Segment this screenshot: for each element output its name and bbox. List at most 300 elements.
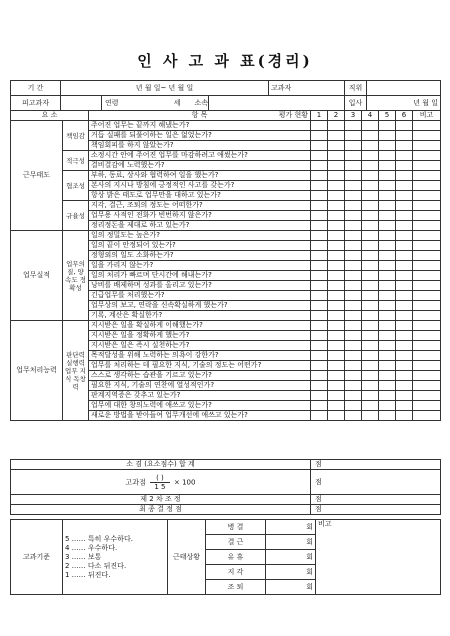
score-cell[interactable] (362, 261, 379, 271)
attendance-type: 지 각 (206, 565, 266, 580)
score-cell[interactable] (362, 331, 379, 341)
score-cell[interactable] (362, 211, 379, 221)
remark-cell[interactable] (413, 201, 441, 211)
remark-cell[interactable] (413, 351, 441, 361)
score-cell[interactable] (345, 241, 362, 251)
attendance-remark[interactable]: 비고 (316, 520, 441, 595)
score-cell[interactable] (311, 281, 328, 291)
page-title: 인 사 고 과 표(경리) (137, 52, 313, 70)
score-cell[interactable] (396, 341, 413, 351)
score-cell[interactable] (328, 161, 345, 171)
score-cell[interactable] (328, 251, 345, 261)
score-cell[interactable] (362, 311, 379, 321)
score-cell[interactable] (311, 271, 328, 281)
remark-cell[interactable] (413, 381, 441, 391)
attendance-type: 병 결 (206, 520, 266, 535)
criteria-line: 5 …… 특히 우수하다. (65, 534, 133, 543)
score-cell[interactable] (345, 221, 362, 231)
score-cell[interactable] (379, 161, 396, 171)
score-cell[interactable] (362, 351, 379, 361)
period-value[interactable]: 년 월 일~ 년 월 일 (61, 81, 269, 96)
dept-value[interactable] (209, 96, 345, 111)
remark-header: 비고 (413, 111, 441, 121)
item-text: 판계지역증은 갖추고 있는가? (89, 391, 311, 401)
score-cell[interactable] (379, 401, 396, 411)
score-cell[interactable] (396, 361, 413, 371)
score-cell[interactable] (396, 221, 413, 231)
score-cell[interactable] (345, 341, 362, 351)
score-cell[interactable] (311, 131, 328, 141)
table-row (11, 171, 441, 181)
attendance-type: 결 근 (206, 535, 266, 550)
score-cell[interactable] (311, 401, 328, 411)
score-cell[interactable] (311, 261, 328, 271)
score-cell[interactable] (396, 371, 413, 381)
score-cell[interactable] (311, 141, 328, 151)
score-cell[interactable] (379, 411, 396, 421)
score-cell[interactable] (311, 411, 328, 421)
score-header: 4 (362, 111, 379, 121)
score-cell[interactable] (311, 371, 328, 381)
score-cell[interactable] (379, 291, 396, 301)
item-text: 업무상의 보고, 연락을 신속확실하게 했는가? (89, 301, 311, 311)
item-text: 업무를 처리하는 데 필요한 지식, 기술의 정도는 어떤가? (89, 361, 311, 371)
item-text: 지각, 결근, 조퇴의 정도는 어떠한가? (89, 201, 311, 211)
item-text: 소정시간 안에 주어진 업무를 마감하려고 애썼는가? (89, 151, 311, 161)
score-cell[interactable] (396, 171, 413, 181)
score-cell[interactable] (396, 261, 413, 271)
score-cell[interactable] (362, 281, 379, 291)
score-cell[interactable] (379, 211, 396, 221)
score-cell[interactable] (328, 241, 345, 251)
join-value[interactable]: 년 월 일 (367, 96, 441, 111)
attendance-count[interactable]: 회 (266, 550, 316, 565)
score-cell[interactable] (362, 121, 379, 131)
score-cell[interactable] (362, 241, 379, 251)
attendance-count[interactable]: 회 (266, 580, 316, 595)
remark-cell[interactable] (413, 161, 441, 171)
fraction-denominator: 1 5 (154, 482, 166, 491)
second-adjust-label: 제 2 차 조 정 (11, 495, 311, 505)
criteria-line: 1 …… 뒤진다. (65, 570, 111, 579)
score-cell[interactable] (328, 331, 345, 341)
remark-cell[interactable] (413, 281, 441, 291)
point-unit: 점 (315, 505, 322, 513)
score-cell[interactable] (328, 171, 345, 181)
score-cell[interactable] (396, 251, 413, 261)
score-cell[interactable] (379, 301, 396, 311)
score-cell[interactable] (345, 271, 362, 281)
point-unit: 점 (315, 477, 322, 486)
score-cell[interactable] (379, 241, 396, 251)
score-cell[interactable] (345, 291, 362, 301)
score-cell[interactable] (362, 291, 379, 301)
score-header: 5 (379, 111, 396, 121)
point-unit: 점 (315, 460, 322, 468)
score-cell[interactable] (362, 141, 379, 151)
remark-cell[interactable] (413, 271, 441, 281)
criteria-attendance-table (10, 519, 441, 595)
score-cell[interactable] (328, 401, 345, 411)
remark-cell[interactable] (413, 251, 441, 261)
final-label: 최 종 결 정 점 (11, 505, 311, 515)
score-cell[interactable] (345, 401, 362, 411)
score-cell[interactable] (328, 281, 345, 291)
group-name: 책임감 (63, 121, 89, 151)
score-cell[interactable] (362, 161, 379, 171)
score-cell[interactable] (362, 361, 379, 371)
score-cell[interactable] (328, 391, 345, 401)
score-cell[interactable] (345, 281, 362, 291)
score-header: 3 (345, 111, 362, 121)
score-cell[interactable] (362, 201, 379, 211)
group-name: 업무의 질, 양 속도 정확성 (63, 231, 89, 321)
score-cell[interactable] (311, 241, 328, 251)
remark-cell[interactable] (413, 371, 441, 381)
score-cell[interactable] (345, 191, 362, 201)
item-text: 낭비를 배제하며 성과를 올리고 있는가? (89, 281, 311, 291)
score-cell[interactable] (311, 351, 328, 361)
score-cell[interactable] (379, 181, 396, 191)
item-text: 필요한 지식, 기술의 연찬에 열성적인가? (89, 381, 311, 391)
score-cell[interactable] (345, 231, 362, 241)
attendance-count[interactable]: 회 (266, 565, 316, 580)
score-cell[interactable] (396, 191, 413, 201)
score-cell[interactable] (379, 141, 396, 151)
score-header: 1 (311, 111, 328, 121)
score-cell[interactable] (311, 341, 328, 351)
score-cell[interactable] (328, 121, 345, 131)
score-cell[interactable] (379, 271, 396, 281)
score-cell[interactable] (379, 131, 396, 141)
item-text: 본사의 지시나 방침에 긍정적인 사고를 갖는가? (89, 181, 311, 191)
criteria-line: 2 …… 다소 뒤진다. (65, 561, 127, 570)
evaluation-table (10, 110, 441, 421)
score-cell[interactable] (311, 221, 328, 231)
score-cell[interactable] (396, 141, 413, 151)
score-cell[interactable] (345, 151, 362, 161)
score-cell[interactable] (328, 371, 345, 381)
score-cell[interactable] (328, 351, 345, 361)
score-cell[interactable] (345, 361, 362, 371)
score-cell[interactable] (396, 181, 413, 191)
score-cell[interactable] (396, 311, 413, 321)
score-cell[interactable] (379, 311, 396, 321)
score-cell[interactable] (311, 211, 328, 221)
score-cell[interactable] (379, 281, 396, 291)
score-cell[interactable] (311, 171, 328, 181)
score-cell[interactable] (362, 221, 379, 231)
position-value[interactable] (367, 81, 441, 96)
score-cell[interactable] (328, 261, 345, 271)
grade-fraction (150, 474, 170, 491)
element-header: 요 소 (11, 111, 89, 121)
score-cell[interactable] (345, 411, 362, 421)
table-row (11, 121, 441, 131)
score-cell[interactable] (379, 251, 396, 261)
attendance-row (11, 520, 441, 535)
item-text: 책임회피를 하지 않았는가? (89, 141, 311, 151)
score-cell[interactable] (345, 181, 362, 191)
score-cell[interactable] (311, 151, 328, 161)
score-cell[interactable] (362, 191, 379, 201)
score-cell[interactable] (396, 381, 413, 391)
remark-cell[interactable] (413, 211, 441, 221)
score-cell[interactable] (328, 321, 345, 331)
score-cell[interactable] (362, 171, 379, 181)
score-cell[interactable] (311, 231, 328, 241)
score-cell[interactable] (345, 261, 362, 271)
score-cell[interactable] (362, 301, 379, 311)
score-cell[interactable] (328, 411, 345, 421)
score-cell[interactable] (328, 221, 345, 231)
score-cell[interactable] (345, 161, 362, 171)
score-cell[interactable] (396, 281, 413, 291)
score-cell[interactable] (345, 311, 362, 321)
group-name: 적극성 (63, 151, 89, 171)
remark-cell[interactable] (413, 131, 441, 141)
score-cell[interactable] (362, 151, 379, 161)
remark-cell[interactable] (413, 141, 441, 151)
remark-cell[interactable] (413, 391, 441, 401)
subtotal-value[interactable] (311, 460, 441, 470)
score-cell[interactable] (379, 351, 396, 361)
score-cell[interactable] (311, 381, 328, 391)
item-text: 기록, 계산은 확실한가? (89, 311, 311, 321)
score-cell[interactable] (362, 411, 379, 421)
score-cell[interactable] (345, 121, 362, 131)
remark-cell[interactable] (413, 231, 441, 241)
score-cell[interactable] (311, 391, 328, 401)
fraction-multiplier: × 100 (174, 478, 196, 486)
score-cell[interactable] (311, 201, 328, 211)
remark-cell[interactable] (413, 311, 441, 321)
section-name: 업무처리능력 (11, 321, 63, 421)
ratee-label: 피고과자 (11, 96, 61, 111)
remark-cell[interactable] (413, 301, 441, 311)
score-cell[interactable] (379, 361, 396, 371)
score-cell[interactable] (345, 321, 362, 331)
item-text: 주어진 업무는 끝까지 해냈는가? (89, 121, 311, 131)
score-cell[interactable] (328, 291, 345, 301)
attendance-count[interactable]: 회 (266, 535, 316, 550)
position-label: 직위 (345, 81, 367, 96)
score-cell[interactable] (328, 341, 345, 351)
score-cell[interactable] (345, 171, 362, 181)
fraction-numerator: ( ) (150, 474, 170, 483)
score-cell[interactable] (362, 271, 379, 281)
grade-label: 고과점 (125, 478, 146, 486)
score-cell[interactable] (379, 381, 396, 391)
item-text: 업무용 사적인 전화가 빈번하지 않은가? (89, 211, 311, 221)
score-cell[interactable] (345, 141, 362, 151)
score-cell[interactable] (311, 161, 328, 171)
score-cell[interactable] (328, 141, 345, 151)
remark-cell[interactable] (413, 191, 441, 201)
score-cell[interactable] (345, 351, 362, 361)
grade-value[interactable] (311, 470, 441, 495)
score-cell[interactable] (396, 271, 413, 281)
score-cell[interactable] (345, 391, 362, 401)
join-label: 입사 (345, 96, 367, 111)
attendance-count[interactable]: 회 (266, 520, 316, 535)
score-cell[interactable] (379, 391, 396, 401)
score-cell[interactable] (396, 351, 413, 361)
score-cell[interactable] (311, 321, 328, 331)
score-cell[interactable] (362, 231, 379, 241)
score-cell[interactable] (328, 181, 345, 191)
item-text: 부하, 동료, 상사와 협력하여 일을 했는가? (89, 171, 311, 181)
criteria-line: 3 …… 보통 (65, 552, 102, 561)
criteria-list (63, 520, 168, 595)
score-cell[interactable] (379, 191, 396, 201)
score-header: 6 (396, 111, 413, 121)
score-cell[interactable] (379, 231, 396, 241)
score-cell[interactable] (362, 401, 379, 411)
score-cell[interactable] (379, 371, 396, 381)
item-text: 새로운 방법을 받아들여 업무개선에 애쓰고 있는가? (89, 411, 311, 421)
score-cell[interactable] (328, 131, 345, 141)
score-cell[interactable] (379, 171, 396, 181)
score-cell[interactable] (396, 211, 413, 221)
score-cell[interactable] (396, 331, 413, 341)
score-cell[interactable] (328, 191, 345, 201)
item-text: 일의 정밀도는 높은가? (89, 231, 311, 241)
score-cell[interactable] (311, 291, 328, 301)
attendance-type: 유 휴 (206, 550, 266, 565)
item-text: 업무에 대한 창의노력에 애쓰고 있는가? (89, 401, 311, 411)
score-cell[interactable] (345, 301, 362, 311)
score-header: 2 (328, 111, 345, 121)
rater-label: 고과자 (269, 81, 345, 96)
score-cell[interactable] (396, 231, 413, 241)
score-cell[interactable] (396, 401, 413, 411)
score-cell[interactable] (345, 201, 362, 211)
criteria-line: 4 …… 우수하다. (65, 543, 118, 552)
score-cell[interactable] (345, 251, 362, 261)
score-cell[interactable] (396, 411, 413, 421)
score-cell[interactable] (345, 371, 362, 381)
score-cell[interactable] (345, 211, 362, 221)
remark-cell[interactable] (413, 181, 441, 191)
remark-cell[interactable] (413, 261, 441, 271)
score-cell[interactable] (328, 381, 345, 391)
score-cell[interactable] (362, 131, 379, 141)
score-cell[interactable] (345, 381, 362, 391)
table-row (11, 201, 441, 211)
score-cell[interactable] (362, 381, 379, 391)
item-text: 정리정돈을 제대로 하고 있는가? (89, 221, 311, 231)
remark-cell[interactable] (413, 401, 441, 411)
score-cell[interactable] (396, 291, 413, 301)
score-cell[interactable] (396, 321, 413, 331)
attendance-label: 근태상황 (168, 520, 206, 595)
remark-cell[interactable] (413, 121, 441, 131)
criteria-label: 고과기준 (11, 520, 63, 595)
ratee-value[interactable] (61, 96, 209, 111)
score-cell[interactable] (396, 241, 413, 251)
remark-cell[interactable] (413, 221, 441, 231)
score-cell[interactable] (379, 341, 396, 351)
score-cell[interactable] (328, 201, 345, 211)
score-cell[interactable] (345, 331, 362, 341)
group-name: 규율성 (63, 201, 89, 231)
score-cell[interactable] (328, 231, 345, 241)
score-cell[interactable] (345, 131, 362, 141)
remark-cell[interactable] (413, 241, 441, 251)
score-cell[interactable] (379, 151, 396, 161)
score-cell[interactable] (328, 271, 345, 281)
item-text: 스스로 생각하는 습관을 기르고 있는가? (89, 371, 311, 381)
table-row (11, 231, 441, 241)
score-cell[interactable] (379, 201, 396, 211)
score-cell[interactable] (328, 211, 345, 221)
score-cell[interactable] (396, 201, 413, 211)
score-cell[interactable] (362, 391, 379, 401)
section-name: 근무태도 (11, 121, 63, 231)
period-label: 기 간 (11, 81, 61, 96)
score-cell[interactable] (311, 251, 328, 261)
score-cell[interactable] (328, 311, 345, 321)
score-cell[interactable] (396, 131, 413, 141)
score-cell[interactable] (311, 181, 328, 191)
remark-cell[interactable] (413, 341, 441, 351)
item-text: 결비결감에 노력했는가? (89, 161, 311, 171)
remark-cell[interactable] (413, 411, 441, 421)
score-cell[interactable] (396, 151, 413, 161)
score-cell[interactable] (379, 331, 396, 341)
score-cell[interactable] (362, 251, 379, 261)
score-cell[interactable] (311, 121, 328, 131)
item-text: 긴급업무를 처리했는가? (89, 291, 311, 301)
score-cell[interactable] (379, 321, 396, 331)
score-cell[interactable] (311, 311, 328, 321)
score-cell[interactable] (379, 261, 396, 271)
score-cell[interactable] (328, 301, 345, 311)
score-cell[interactable] (362, 341, 379, 351)
score-cell[interactable] (328, 361, 345, 371)
remark-cell[interactable] (413, 291, 441, 301)
item-text: 지시받은 일을 정확하게 했는가? (89, 331, 311, 341)
remark-cell[interactable] (413, 171, 441, 181)
score-cell[interactable] (379, 121, 396, 131)
remark-cell[interactable] (413, 361, 441, 371)
score-cell[interactable] (311, 331, 328, 341)
score-cell[interactable] (311, 361, 328, 371)
score-cell[interactable] (396, 121, 413, 131)
score-cell[interactable] (362, 321, 379, 331)
remark-cell[interactable] (413, 151, 441, 161)
score-cell[interactable] (396, 391, 413, 401)
score-cell[interactable] (311, 191, 328, 201)
remark-cell[interactable] (413, 321, 441, 331)
score-cell[interactable] (362, 181, 379, 191)
score-cell[interactable] (396, 301, 413, 311)
score-cell[interactable] (328, 151, 345, 161)
score-cell[interactable] (379, 221, 396, 231)
second-adjust-value[interactable] (311, 495, 441, 505)
item-header (89, 111, 311, 121)
score-cell[interactable] (396, 161, 413, 171)
remark-cell[interactable] (413, 331, 441, 341)
score-cell[interactable] (311, 301, 328, 311)
item-text: 거듭 실패를 되풀이하는 일은 없었는가? (89, 131, 311, 141)
group-name: 판단력 실행력 업무 지식 독창력 (63, 321, 89, 421)
final-value[interactable] (311, 505, 441, 515)
subtotal-label: 소 겸 (요소점수) 합 계 (11, 460, 311, 470)
age-unit: 세 (173, 98, 181, 107)
score-cell[interactable] (362, 371, 379, 381)
